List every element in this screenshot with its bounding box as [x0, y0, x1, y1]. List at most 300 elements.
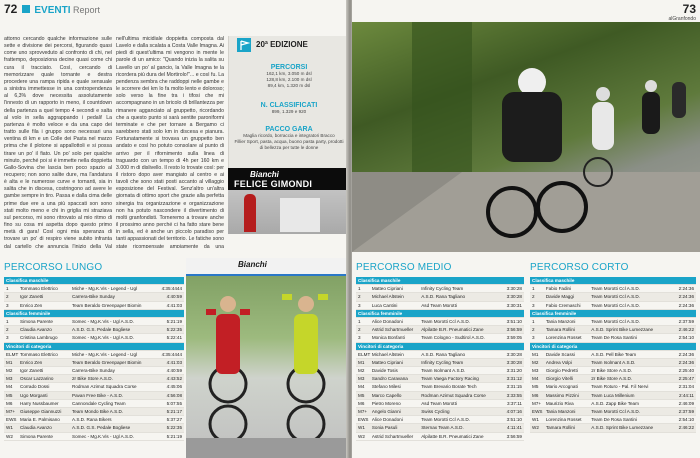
table-cell-team: Team Luca Millenium — [591, 392, 635, 398]
table-row — [356, 326, 524, 334]
table-category-label: Classifica femminile — [6, 310, 51, 316]
results-table-medio — [356, 277, 524, 441]
section-category: EVENTI — [34, 5, 71, 16]
table-cell-time: 3:30:28 — [506, 351, 522, 357]
table-cell-time: 2:44:11 — [679, 392, 694, 398]
table-cell-name: Fabio Cremaschi — [545, 302, 581, 308]
table-cell-name: Alice Donadoni — [371, 417, 403, 423]
table-category-row — [530, 277, 696, 285]
table-cell-pos: 2 — [358, 327, 361, 333]
results-table-lungo — [4, 277, 184, 441]
table-row — [530, 318, 696, 326]
table-cell-name: Lorenzina Rosset — [545, 335, 582, 341]
table-cell-team: Somec - Mg.K.Vis - Ugl A.S.D. — [72, 433, 134, 439]
table-cell-team: Team Isolmant A.S.D. — [591, 359, 636, 365]
table-row — [530, 392, 696, 400]
table-cell-team: Team Beraldo Greenpaper Biomin — [72, 302, 142, 308]
table-row — [4, 359, 184, 367]
table-cell-name: Tamara Rollini — [545, 327, 575, 333]
finish-photo — [186, 258, 348, 458]
table-title-corto: PERCORSO CORTO — [530, 262, 629, 273]
table-cell-name: Fabio Fadini — [545, 286, 572, 292]
table-cell-time: 2:54:10 — [678, 335, 694, 341]
table-cell-name: Michael Altstein — [371, 294, 404, 300]
table-cell-pos: 3 — [6, 335, 9, 341]
table-cell-team: Miche - Mg.K.Vis - Legend - Ugl — [72, 351, 138, 357]
table-cell-pos: 1 — [358, 318, 361, 324]
table-cell-pos: M2 — [358, 368, 365, 374]
table-cell-team: Team Beraldo Greenpaper Biomin — [72, 359, 142, 365]
table-title-medio: PERCORSO MEDIO — [356, 262, 452, 273]
table-cell-time: 5:22:35 — [166, 425, 182, 431]
table-category-row — [4, 343, 184, 351]
table-cell-name: Igor Zanetti — [20, 368, 44, 374]
table-cell-team: Team Morotti Ccl A.S.D. — [591, 302, 641, 308]
table-category-label: Vincitori di categoria — [532, 343, 578, 349]
table-cell-pos: W2 — [6, 433, 13, 439]
table-category-label: Classifica femminile — [358, 310, 403, 316]
table-cell-name: Oscar Lazzarino — [20, 376, 54, 382]
page-number-right: 73 — [682, 2, 696, 16]
table-cell-time: 2:54:10 — [678, 417, 694, 423]
table-cell-team: Rodman Azimut Squadra Corse — [421, 392, 486, 398]
table-row — [356, 367, 524, 375]
hostess-figure — [244, 194, 256, 232]
table-row — [4, 285, 184, 293]
table-row — [4, 302, 184, 310]
left-page — [0, 0, 348, 458]
table-row — [356, 359, 524, 367]
table-cell-team: A.S.D. Sprint Bike Lumezzane — [591, 425, 654, 431]
table-category-label: Classifica maschile — [358, 278, 401, 283]
table-cell-pos: M4 — [358, 384, 365, 390]
table-cell-pos: 2 — [358, 294, 361, 300]
table-cell-team: A.S.D. Sprint Bike Lumezzane — [591, 327, 654, 333]
table-cell-time: 4:41:03 — [166, 359, 182, 365]
table-row — [530, 367, 696, 375]
table-cell-team: Cannondale Cycling Team — [72, 400, 126, 406]
table-cell-time: 2:46:09 — [678, 400, 694, 406]
table-row — [4, 293, 184, 301]
table-cell-time: 3:31:12 — [506, 376, 522, 382]
table-row — [530, 334, 696, 342]
table-cell-time: 5:37:27 — [166, 417, 182, 423]
table-category-label: Classifica maschile — [532, 278, 575, 283]
table-row — [356, 285, 524, 293]
table-cell-time: 3:37:11 — [506, 400, 522, 406]
table-cell-name: Giuseppe Giannuzzi — [20, 409, 62, 414]
table-cell-name: Davide Scassi — [545, 351, 575, 357]
table-cell-pos: M2 — [532, 359, 539, 365]
table-row — [4, 375, 184, 383]
page-number-left: 72 — [4, 2, 18, 16]
table-cell-team: Rodman Azimut Squadra Corse — [72, 384, 137, 390]
table-cell-pos: M1 — [532, 351, 539, 357]
table-cell-time: 2:25:40 — [678, 368, 694, 374]
table-cell-time: 2:24:36 — [678, 294, 694, 300]
table-row — [530, 375, 696, 383]
table-cell-pos: ELMT — [6, 351, 19, 357]
table-cell-name: Davide Tosis — [371, 368, 398, 374]
table-cell-pos: W1 — [358, 425, 365, 431]
table-cell-name: Sonia Pasuli — [371, 425, 398, 431]
table-category-label: Vincitori di categoria — [6, 343, 52, 349]
table-cell-team: A.S.D. G.S. Pedale Bogliese — [72, 327, 131, 333]
table-cell-time: 3:30:28 — [506, 294, 522, 300]
table-cell-pos: M7+ — [6, 409, 16, 414]
table-row — [356, 416, 524, 424]
table-cell-name: Giorgio Vitelli — [545, 376, 573, 382]
table-cell-team: Team Morotti Ccl A.S.D. — [591, 318, 641, 324]
table-cell-time: 5:21:19 — [166, 433, 182, 439]
podium-photo — [228, 168, 348, 234]
table-cell-time: 4:40:59 — [166, 368, 182, 374]
table-cell-name: Enrico Zen — [20, 359, 43, 365]
table-row — [530, 400, 696, 408]
table-row — [4, 416, 184, 424]
table-cell-pos: 3 — [358, 335, 361, 341]
table-row — [530, 293, 696, 301]
table-cell-name: Claudia Avanzo — [20, 327, 52, 333]
table-cell-pos: W2 — [532, 425, 539, 431]
info-section-detail: 162,1 km, 3.050 m dsl 128,8 km, 2.100 m dsl 89,4 km, 1.320 m dsl — [266, 71, 312, 88]
table-cell-team: A.S.D. Zapp Bike Team — [591, 400, 639, 406]
table-cell-pos: W2 — [358, 433, 365, 439]
table-cell-name: Marco Capello — [371, 392, 402, 398]
table-cell-team: Team Cologno - Sudtirol A.S.D. — [421, 335, 485, 341]
table-cell-name: Tommaso Elettrico — [20, 286, 58, 292]
table-cell-time: 2:46:22 — [678, 327, 694, 333]
table-cell-time: 5:22:41 — [166, 335, 182, 341]
table-cell-time: 3:59:05 — [506, 335, 522, 341]
table-cell-team: Team Brevario Borate Tech — [421, 384, 477, 390]
table-category-row — [530, 310, 696, 318]
table-cell-name: Enrico Zen — [20, 302, 43, 308]
table-category-row — [356, 343, 524, 351]
table-cell-time: 2:31:04 — [678, 384, 694, 390]
info-section-title: PACCO GARA — [265, 126, 313, 133]
table-cell-time: 4:56:08 — [166, 392, 182, 398]
table-cell-team: Somec - Mg.K.Vis - Ugl A.S.D. — [72, 335, 134, 341]
table-cell-name: Monica Bonfanti — [371, 335, 405, 341]
table-cell-name: Lorenzina Rosset — [545, 417, 582, 423]
table-row — [4, 318, 184, 326]
table-row — [530, 359, 696, 367]
table-cell-time: 2:25:47 — [678, 376, 694, 382]
info-section-detail: Maglia ricordo, borraccia e integratori Bracco Fillier Sport, pasta, acqua, buono pasta party, prodotti di bellezza per tutte le donne — [234, 133, 344, 150]
table-cell-team: A.S.D. Rana Tagliano — [421, 294, 466, 300]
table-cell-team: Asd Team Morotti — [421, 400, 457, 406]
magazine-brand: alGranfondo — [668, 16, 696, 22]
table-row — [356, 383, 524, 391]
table-cell-pos: EWS — [358, 417, 369, 423]
table-cell-pos: M1 — [358, 359, 365, 365]
table-cell-team: Carrera-Bike Sunday — [72, 294, 115, 300]
info-section-percorsi — [233, 64, 345, 89]
table-cell-time: 3:30:28 — [506, 286, 522, 292]
table-category-label: Classifica maschile — [6, 278, 49, 283]
table-cell-time: 2:24:36 — [678, 359, 694, 365]
table-cell-pos: M3 — [358, 376, 365, 382]
table-row — [4, 334, 184, 342]
table-cell-team: Pavan Free Bike - A.S.D. — [72, 392, 124, 398]
table-cell-time: 3:30:31 — [506, 302, 522, 308]
table-cell-name: Angelo Gianni — [371, 409, 401, 414]
table-cell-time: 4:43:52 — [166, 376, 182, 382]
table-cell-pos: M5 — [6, 392, 13, 398]
table-cell-name: Matteo Cipriani — [371, 359, 403, 365]
table-cell-team: Alpilatte B.R. Pneumatici Zane — [421, 433, 484, 439]
table-cell-name: Harry Nussbaumer — [20, 400, 59, 406]
info-section-title: PERCORSI — [270, 64, 308, 71]
table-cell-pos: 1 — [532, 318, 535, 324]
table-row — [530, 285, 696, 293]
article-column-2: nell'ultima micidiale doppietta composta dal Lavelo e dalla scalata a Costa Valle Imagna. Ai piedi di quest'ultima mi vengono in mente le parole di un amico: "Quando inizia la salita su Lavello un po' al gancio, la Valle Imagna te la ricordera più dura del Mortirolo!"... e così fu. La pendenza sembra che raddoppi nelle gambe e le scorrere dei km lo fa molto lento e doloroso; solo verso la fine tra i tifosi che mi accompagnano in un bricolo di brillantezza per rimanere agganciato al gruppetto, ricordando che a questo punto si sarà sentite paroniformi terminate e che per tornare a Bergamo ci sarebbero stati solo km in discesa e pianura. Fortunatamente si trovava un gruppetto ben andato e così ho potuto consolare al punto di arrivo per il rifornimento sulla linea di traguardo con un tempo di 4h per 160 km e 3.000 m di dislivello. Il resto lo trovate così: per il ristoro dopo aver mangiato al centro e ai tavoli che sono stati posti accanto al villaggio esposizione del Festival. Senz'altro un'altra giornata di ottimo sport che grazie alla perfetta sinergia tra organizzazione e organizzazione non ha potuto nascondere il divertimento di molti granfondisti. Torneremo a trovare anche il prossimo anno perché ci ha fatto stare bene in sella, ed è anche un piccolo paradiso per tanti appassionati del territorio. Le fatiche sono state ricompensate ampiamente da una — [116, 36, 224, 248]
jersey-anchor — [352, 122, 354, 124]
table-cell-name: Alice Donadoni — [371, 318, 403, 324]
sponsor-banner — [228, 168, 348, 190]
cyclists-illustration — [352, 22, 700, 252]
right-page-header — [668, 2, 696, 22]
table-cell-pos: M5 — [532, 384, 539, 390]
table-cell-pos: M2 — [6, 368, 13, 374]
table-row — [530, 416, 696, 424]
table-cell-time: 3:31:15 — [506, 384, 522, 390]
table-row — [4, 392, 184, 400]
table-row — [4, 383, 184, 391]
table-cell-time: 5:21:19 — [166, 318, 182, 324]
table-cell-name: Astrid Schartmueller — [371, 327, 414, 333]
info-section-classificati — [233, 102, 345, 115]
table-cell-name: Davide Maggi — [545, 294, 574, 300]
table-cell-pos: 1 — [6, 318, 9, 324]
table-cell-name: Andrea Volpi — [545, 359, 572, 365]
table-cell-pos: M4 — [532, 376, 539, 382]
table-cell-team: Team Mondo Bike A.S.D. — [72, 409, 124, 414]
table-cell-team: Team Morotti Ccl A.S.D. — [421, 417, 470, 423]
table-cell-name: Maria E. Palmisano — [20, 417, 60, 423]
table-cell-time: 3:56:59 — [506, 327, 522, 333]
article-column-1: attorno cercando qualche informazione sulle sette e divisione dei percorsi, figurando quasi come uno sprovveduto al confronto di chi, nel frattempo, deposiziona decine quasi come chi cura il tracciato. Così, cercando di memorizzare quale tornante e destra procedere una rampa ripida e quale sensuale a sinistra immettesse in una contropendenza al 6,3% dove necessita assolutamente l'innesto di un rapporto in meno, il countdown della partenza a quel tempo 4 secondi e salta al volo in sella aggrappando i pedali! La partenza è molto veloce e da una capo dei tratto sulle fila i gruppo sono necessari una ventina di km e un Colle dei Pasta nel marzo prima che il plotone si appallottoli e si possa tirare un po' il fiato. Un po' solo per qualche minuto, perché poi si è immette nella doppietta Gallo-Sovina che lascia ben poco spazio al recupero; non sono salite dure, ma l'andatura è alta e le numerose curve e tornanti, sia in salita che in discesa, costringono ad avere le gambe sempre in tiro. Passa e dalla cima delle prime due ere a una più spaccati son sono stati molto meno e chi in griglia mi straziava sul percorso, mi sono ritrovato al mio ritmo di fino su cosa mi aspetta dopo questo primo metà di gara! Così ogni mia speranza di trovare un po' di respiro viene subito infranta dal cartello che annuncia l'inizio della Val — [4, 36, 112, 248]
table-cell-time: 4:35:4444 — [161, 351, 182, 357]
info-section-title: N. CLASSIFICATI — [260, 102, 318, 109]
table-cell-team: Alpilatte B.R. Pneumatici Zane — [421, 327, 484, 333]
flag-icon — [235, 36, 253, 54]
table-cell-name: Tommaso Elettrico — [20, 351, 58, 357]
table-row — [356, 293, 524, 301]
table-row — [4, 433, 184, 441]
table-cell-team: Team De Rosa Santini — [591, 417, 637, 423]
table-cell-time: 4:07:16 — [506, 409, 522, 414]
table-row — [4, 424, 184, 432]
table-cell-pos: M6 — [6, 400, 13, 406]
bianchi-logo: Bianchi — [250, 170, 279, 179]
table-cell-pos: W1 — [532, 417, 539, 423]
table-cell-pos: M3 — [532, 368, 539, 374]
table-cell-name: Corrado Dossi — [20, 384, 50, 390]
table-cell-team: Team Vaega Factory Racing — [421, 376, 479, 382]
table-cell-pos: W1 — [6, 425, 13, 431]
table-cell-pos: M5 — [358, 392, 365, 398]
table-cell-team: 2r Bike Store A.S.D. — [72, 376, 113, 382]
table-cell-time: 3:51:10 — [506, 417, 522, 423]
table-cell-pos: EWS — [532, 409, 543, 414]
table-cell-name: Cristina Lambrugo — [20, 335, 58, 341]
table-cell-pos: 3 — [6, 302, 9, 308]
table-cell-pos: 2 — [6, 294, 9, 300]
table-row — [4, 351, 184, 359]
table-cell-pos: M4 — [6, 384, 13, 390]
table-row — [4, 408, 184, 416]
table-cell-name: Massimo Pizzini — [545, 392, 579, 398]
table-cell-time: 5:07:55 — [166, 400, 182, 406]
table-row — [356, 433, 524, 441]
table-cell-time: 2:46:22 — [678, 425, 694, 431]
table-cell-time: 4:40:59 — [166, 294, 182, 300]
table-row — [356, 334, 524, 342]
table-cell-team: Team Morotti Ccl A.S.D. — [421, 318, 470, 324]
right-page — [352, 0, 700, 458]
table-cell-pos: M7+ — [358, 409, 368, 414]
table-cell-team: Carrera-Bike Sunday — [72, 368, 115, 374]
table-cell-team: Somec - Mg.K.Vis - Ugl A.S.D. — [72, 318, 134, 324]
finish-banner-brand: Bianchi — [238, 260, 267, 269]
table-cell-name: Simona Parente — [20, 433, 53, 439]
table-cell-team: Team Morotti Ccl A.S.D. — [591, 409, 641, 414]
table-cell-pos: EWS — [6, 417, 17, 423]
table-row — [530, 408, 696, 416]
table-cell-team: 2r Bike Store A.S.D. — [591, 368, 633, 374]
table-cell-pos: M3 — [6, 376, 13, 382]
table-row — [356, 408, 524, 416]
table-cell-pos: 3 — [358, 302, 361, 308]
table-cell-pos: 3 — [532, 302, 535, 308]
table-row — [356, 392, 524, 400]
table-cell-name: Luca Cantini — [371, 302, 398, 308]
table-cell-team: Infinity Cycling Team — [421, 359, 464, 365]
table-cell-pos: 2 — [532, 327, 535, 333]
table-cell-time: 3:51:10 — [506, 318, 522, 324]
table-cell-time: 2:24:36 — [678, 286, 694, 292]
banner-title: FELICE GIMONDI — [234, 179, 313, 189]
table-cell-pos: 2 — [532, 294, 535, 300]
table-row — [356, 302, 524, 310]
table-row — [530, 302, 696, 310]
table-cell-pos: 1 — [532, 286, 535, 292]
table-category-row — [356, 277, 524, 285]
table-cell-name: Claudia Avanzo — [20, 425, 52, 431]
table-cell-name: Ugo Morganti — [20, 392, 48, 398]
table-row — [4, 400, 184, 408]
table-cell-name: Mario Arcognati — [545, 384, 578, 390]
table-row — [356, 424, 524, 432]
table-cell-time: 5:21:17 — [166, 409, 182, 414]
table-cell-time: 3:30:28 — [506, 359, 522, 365]
table-cell-time: 2:37:59 — [678, 318, 694, 324]
table-cell-team: Team De Rosa Santini — [591, 335, 637, 341]
table-row — [356, 400, 524, 408]
table-cell-team: Miche - Mg.K.Vis - Legend - Ugl — [72, 286, 138, 292]
table-cell-team: Infinity Cycling Team — [421, 286, 464, 292]
table-cell-pos: 3 — [532, 335, 535, 341]
table-cell-pos: M7+ — [532, 400, 542, 406]
table-cell-team: Team Roturo - Pal. F.il Nervi — [591, 384, 649, 390]
table-category-row — [356, 310, 524, 318]
table-cell-name: Tania Manzoni — [545, 318, 576, 324]
table-cell-pos: 2 — [6, 327, 9, 333]
table-cell-team: Swiss Cycling — [421, 409, 450, 414]
table-cell-name: Tamara Rollini — [545, 425, 575, 431]
table-cell-pos: M6 — [532, 392, 539, 398]
table-cell-time: 3:56:59 — [506, 433, 522, 439]
table-cell-name: Maurizio Riva — [545, 400, 574, 406]
table-category-label: Classifica femminile — [532, 310, 577, 316]
table-category-row — [4, 277, 184, 285]
table-cell-time: 3:31:20 — [506, 368, 522, 374]
table-cell-time: 2:24:36 — [678, 302, 694, 308]
table-row — [356, 375, 524, 383]
table-cell-name: Pietro Moreno — [371, 400, 401, 406]
table-cell-time: 2:37:59 — [678, 409, 694, 414]
table-row — [356, 318, 524, 326]
table-row — [530, 351, 696, 359]
table-cell-team: A.S.D. Pell Bike Team — [591, 351, 637, 357]
table-category-row — [4, 310, 184, 318]
table-cell-team: Team Morotti Ccl A.S.D. — [591, 294, 641, 300]
table-cell-name: Simona Parente — [20, 318, 53, 324]
info-section-pacco-gara — [233, 126, 345, 151]
table-cell-pos: M6 — [358, 400, 365, 406]
table-cell-pos: 1 — [6, 286, 9, 292]
table-cell-pos: M1 — [6, 359, 13, 365]
table-cell-team: Asd Team Morotti — [421, 302, 457, 308]
table-row — [530, 326, 696, 334]
podium-step — [280, 198, 320, 232]
cyclists-photo — [352, 22, 700, 252]
riders-illustration — [186, 274, 348, 458]
table-cell-time: 4:35:4444 — [161, 286, 182, 292]
table-cell-team: Team Isolmant A.S.D. — [421, 368, 466, 374]
table-row — [530, 383, 696, 391]
table-cell-team: Team Morotti Ccl A.S.D. — [591, 286, 641, 292]
table-cell-name: Sandro Caravana — [371, 376, 408, 382]
table-cell-team: A.S.D. Rana Tagliano — [421, 351, 466, 357]
table-cell-name: Giorgio Pedretti — [545, 368, 578, 374]
table-row — [4, 367, 184, 375]
table-title-lungo: PERCORSO LUNGO — [4, 262, 103, 273]
section-marker-icon — [22, 5, 30, 13]
table-category-row — [530, 343, 696, 351]
table-cell-pos: 1 — [358, 286, 361, 292]
table-row — [356, 351, 524, 359]
table-cell-name: Astrid Schartmueller — [371, 433, 414, 439]
table-cell-time: 2:24:36 — [678, 351, 694, 357]
edition-label: 20ª EDIZIONE — [256, 40, 308, 49]
table-category-label: Vincitori di categoria — [358, 343, 404, 349]
results-table-corto — [530, 277, 696, 433]
table-row — [530, 424, 696, 432]
table-cell-team: 2r Bike Store A.S.D. — [591, 376, 633, 382]
table-cell-time: 3:33:55 — [506, 392, 522, 398]
table-cell-pos: ELMT — [358, 351, 371, 357]
info-section-detail: 899, 1.329 e 920 — [271, 109, 307, 114]
table-cell-time: 4:41:03 — [166, 302, 182, 308]
table-cell-team: Sternax Team A.S.D. — [421, 425, 464, 431]
table-cell-time: 5:22:35 — [166, 327, 182, 333]
table-cell-time: 4:11:41 — [506, 425, 522, 431]
table-cell-team: A.S.D. Rana Bikers — [72, 417, 112, 423]
table-cell-name: Igor Zanetti — [20, 294, 44, 300]
